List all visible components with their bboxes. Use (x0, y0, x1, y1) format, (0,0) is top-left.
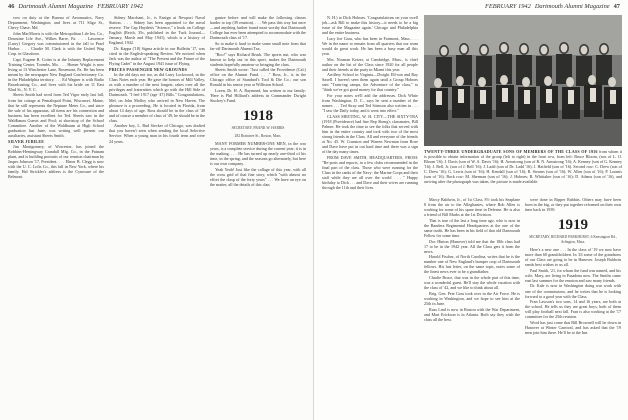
paragraph: Sheets Smith wrote: "Just called the Providence (Cal.) office on the Alumni Fund. . . ." Ross, Jr., is in the Chicago office of Standard's Tool & Die Co.; our son Ronald in his senior year at Williston School. (210, 67, 306, 88)
paragraph: Sheets Smith had word from Ted Vigor early last fall, from his cottage at Pemaliquid Point, Wiscasset, Maine, that he still represents the Neptune Meter Co., and since the sale of his apparatus, all items are his connection and business has been excellent for Ted. Sheets saw in the Waldbaum Guests and Pool; at shortstop of the School Committee. Another of the Waldbaum at High School graduation last June, was writing well present our auxiliaries, assistant Sheets Smith. (8, 92, 104, 138)
paragraph: Fran Lawson's two sons, 14 and 16 years, are both at the school. He tells us they are great boys, both of them will play football next fall. Fran is also working at the '17 committee for the 25th reunion. (525, 299, 621, 320)
class-secretary: SECRETARY, RICHARD PARKHURST, 6 Kensington Rd., Arlington, Mass. (529, 235, 617, 244)
paragraph: Russ Lind is now in Boston with the War Department, and Mart Erickson is in Atlanta. Both say they wish the class all the best. (424, 306, 520, 322)
issue-date-right: FEBRUARY 1942 (484, 3, 531, 10)
right-column-3 (525, 197, 621, 415)
left-column-3 (210, 15, 306, 415)
class-year-heading: 1918 (243, 108, 273, 125)
paragraph: Yeah Yeah! Just like the collage of this year, with all the cross grid of that fine story, which "with almost no effort the clasp of the forty years" . . . We have an eye on the matter, all the details of this clan. (210, 166, 306, 187)
running-head-left (8, 3, 143, 13)
issue-date-left: FEBRUARY 1942 (97, 3, 144, 10)
right-page (314, 0, 628, 420)
magazine-title-left: Dartmouth Alumni Magazine (18, 3, 94, 10)
class-secretary: SECRETARY, FRANK W. HARRIS (231, 126, 285, 131)
paragraph: Dr. Kale is now in Washington doing war work with one of the commissions, and he writes that he is looking forward to a good year with the Class. (525, 283, 621, 299)
paragraph: For your notes we'll add the addresses. Dick White from Washington, D. C., says he sent a number of the names . . . Ted Stray and Ted Stimson also written in . . . "I saw the Daily today, and it went into effect." (322, 93, 418, 114)
paragraph: MANY FORMER NUMBER-ONE MEN, in the war years, is a complete service during the current year; it is in the making. . . . He has turned up nearly one-third of his time, in the spring, and the seasons go alternately, but here is our own company. (210, 140, 306, 167)
caption-body: from whom it is possible to obtain information of the group (left to right) in the front row, from left: Bruce Bloom, (son of L. O. Bloom '16); J. Davis (son of W. A. Davis '16); H. Armstrong (son of R. N. Armstrong '16); A. Kenney (son of G. Kenney '16); J. Bell, Jr. (son of J. Bell '16); J. Ladd (son of Dr. Ladd '16); J. Hatfield (son of '16). Second row: C. Drew (son of C. Drew '16); G. Lewis (son of '16); H. Kendall (son of '16); R. Stearns (son of '16); W. Allen (son of '16); P. Loomis (son of '16). Back row: M. Sherman (son of '16); J. Holmes; R. Whittaker (son of '16); D. Adams (son of '16), and arriving after the photograph was taken, the picture is made available. (424, 149, 622, 184)
paragraph: N. H.) to Dick Holmes. 'Congratulations on your swell job—ask Bill to make this history—it needs to be a big issue of the Magazine again.' Chicago and Philadelphia and the entire business. (322, 15, 418, 36)
paragraph: Harold Fischer, of North Carolina, writes that he is the number one of New England's bumper crop of Dartmouth fellows. His last letter, on the same topic, notes some of the finest news ever to be a grandfather. (424, 254, 520, 275)
caption-lead: TWENTY-THREE UNDERGRADUATE SONS OF MEMBERS OF THE CLASS OF 1916 (424, 149, 598, 154)
page-number-right: 47 (613, 3, 620, 10)
paragraph: "Boo!" says Richard Brush. The sports nut, who was known to help out in this sport, makes the Dartmouth students hopefully amateur so bringing the class. (210, 51, 306, 67)
paragraph: vow on duty at the Bureau of Aeronautics, Navy Department, Washington, and lives at 711 Sligo St., Chevy Chase, Md. (8, 15, 104, 31)
paragraph: So to make it hard to make some small note from that far-off Dartmouth Alumni Tax. (210, 40, 306, 51)
paragraph: Dr. Kappa ('18) Sigma article in our Bulletin '17, was cited in the English-speaking Review. We noticed when Jack was the author of "The Present and the Future of the Flying Cadet" in the August 1941 issue of Flying. (109, 45, 205, 67)
paragraph: Charlie Bruce, that was in the whole part of this time, was a wonderful guest. He'll stay the whole vacation with the class of '42, and we like to think about all. (424, 275, 520, 291)
section-heading: PRICES PASSENGER NEW GROUNDS (109, 66, 188, 72)
class-photo (424, 15, 622, 146)
group-photo-image (424, 15, 622, 146)
paragraph: In the old days not too, as did Larry Lockwood, in the Class Notes each year. He gave the honors of Mill Valley, as with a number of the next longest, rakes over all the privileges and fraternities which go with the Hill Side of Dartmouth. "I feel 1917 (age '47) Bills." Congratulations, Mel, on John Molloy who arrived in New Haven. The pleasure is a proceeding. He is located in Florida, from about 14 days of age. Ross should be in the class of '48 and of course a member of class of '49, he should be in the class. (109, 72, 205, 123)
left-column-2 (109, 15, 205, 415)
paragraph: FROM DAVE SMITH, HEADQUARTERS, FROM: "Re-ports and reports, in a few clubs recommended in the final part of the class. Those who were running for the Class in the ranks of the Navy: the Marine Corps and their staff while they are all over the world . . . " Happy birthday to Dick . . . and Dave and their wives are running through the 11th and their lives. (322, 154, 418, 191)
magazine-title-right: Dartmouth Alumni Magazine (534, 3, 610, 10)
paragraph: That is true of the last a long time ago, who is now in the Bandera Regimental Headquarters at the one of the same outfit. He has been in his field of that old Dartmouth Fellow for some time. (424, 217, 520, 238)
class-secretary-address: 282 Braintree St., Boston, Mass. (234, 133, 282, 138)
paragraph: Brig. Gen. Pete Goss took over in the Air Force. He is working in Washington, and we hope to see him at the 25th in June. (424, 290, 520, 306)
paragraph: John MacMorris is with the Metropolitan Life Ins. Co., Dearstine Life Ave., Wilkes Barre, Pa. . . . Lawrence (Larry) Gregory was commissioned in the fall to Pearl Harbor. . . . Charlie M. Clark is with the United Wag Corp. in Glassboro. (8, 30, 104, 56)
paragraph: Capt. Eugene R. Cotter is at the Infantry Replacement Training Center, Toombs, Mo. . . . Homer Wright is now living at 13 Winchester Lane, Rosemont, Pa. He has been meant by the newspaper New England Confectionery Co. in the Philadelphia territory. . . . Ed Wagner is with Radio Broadcasting Co., and lives with his bride on 11 East 92nd St., N. Y. C. (8, 56, 104, 92)
paragraph: Artillery School in Virginia—Dwight Ell-son and Ray Saxell. I haven't seen them again until a Group Holmes sent "Train-ing camps, the Adventure of the class," to "think we've got good money for that country." (322, 72, 418, 93)
paragraph: CLASS MEETING, W. H. CITY—THE SIXTY-TRA (1918 (Providence) had fine Rep Sheng's classmates, Bill Palmer. He took the time to see the folks that served with him in the entire country and took with two of the most strong friends in the Class. All and everyone of the friends at No. 45. W. Cranston and Warren Newman from Rose and Dave have put in out hard time and there was a sign of the day many times. (322, 113, 418, 155)
running-head-right (485, 3, 620, 13)
paragraph: ganize before and will make the following classes harder to top (39 reunion). . . . We pass this way but once—and anything further found most worthy that Dartmouth College has ever been attempted to accommodate with the Dartmouth class of '17. (210, 15, 306, 41)
paragraph: Jim Montgomery, of Worcester, has joined the Robbins-Hemingway Crandall Mfg. Co., in the Putnam plant, and is building portraits of our reunion chairman by Jasper Johnson '17, President. . . . Elmer B. Clegg is now with the U. C. Lofts Co., this fall in New York, where his family. Hal Strickler's address is the Cynosure of the Belmont. (8, 144, 104, 180)
paragraph: Another boy, L. Bud Stecker of Chicago, was drafted that you haven't seen when sending the local Selective Service. When a young man in his fourth term and were 24 years. (109, 123, 205, 144)
paragraph: Word has just come that Bill Brownell will be down in Hanover at Winter Carnival, and has asked that the '19 men join him there. He'll be at the Inn. (525, 319, 621, 336)
paragraph: Marcy Baldwin, Jr., of 1st Class, 8½ took his Seaplane 8 from the air to the Alleghanies, where Bob Allen is working for some of his spare time in Defense. He is also a friend of Bill Marks at the 1st Division. (424, 197, 520, 218)
paragraph: Here's a new one . . . In the class of '19 we now have more than 60 grandchildren. In '43 some of the grandsons of our Class are going to be in Hanover. Joseph Baldwin sends best wishes to us all. (525, 246, 621, 268)
paragraph: Paul Smith, '21, for whom the fund was named, and his wife, Mary, are living in Pasadena now. The Smiths came east last summer for the reunion and saw many friends. (525, 267, 621, 283)
paragraph: Mrs. Norman Keizer, at Cambridge, Mass., is chief author on the list of the Class since 1920 for all people and their friends at the party in Miami this year. (322, 56, 418, 72)
paragraph: Doc Hinton (Hanover) told me that the 18th class had 17 to be in the 1942 year. All the Class gets it from the news. (424, 238, 520, 254)
paragraph: Loren, Dr. H. A. Raymond, has written to our family: 'Here is Phil Hilliard's address in Commander Dwight Stuckey's Fund. (210, 88, 306, 104)
section-heading: SILVER JUBILEE (8, 138, 45, 144)
left-column-1 (8, 15, 104, 415)
class-year-heading: 1919 (558, 217, 588, 234)
page-number-left: 46 (8, 3, 15, 10)
photo-caption (424, 149, 622, 195)
paragraph: Sidney Marchant, Jr., is Ensign at Newport Naval Station. . . . Sidney has been appointed to the naval reserve. The Cap Hayden's "Science," a book on College English (Reich, 35c, published in the Tuck Journal—January, March and May 1941), which is a history of England, 1942. (109, 15, 205, 46)
paragraph: were done in Ripper Rabbits. Others may have been born in the big, or they put together reformed on their own time back in 1939. (525, 197, 621, 213)
right-column-1 (322, 15, 418, 415)
right-column-2 (424, 197, 520, 415)
paragraph: Lucy Joe Grau, who has been in Fairmont, Mass. . . . We in the name to remain from all quarters that our team would do great work. He has been a busy man all this year. (322, 35, 418, 56)
